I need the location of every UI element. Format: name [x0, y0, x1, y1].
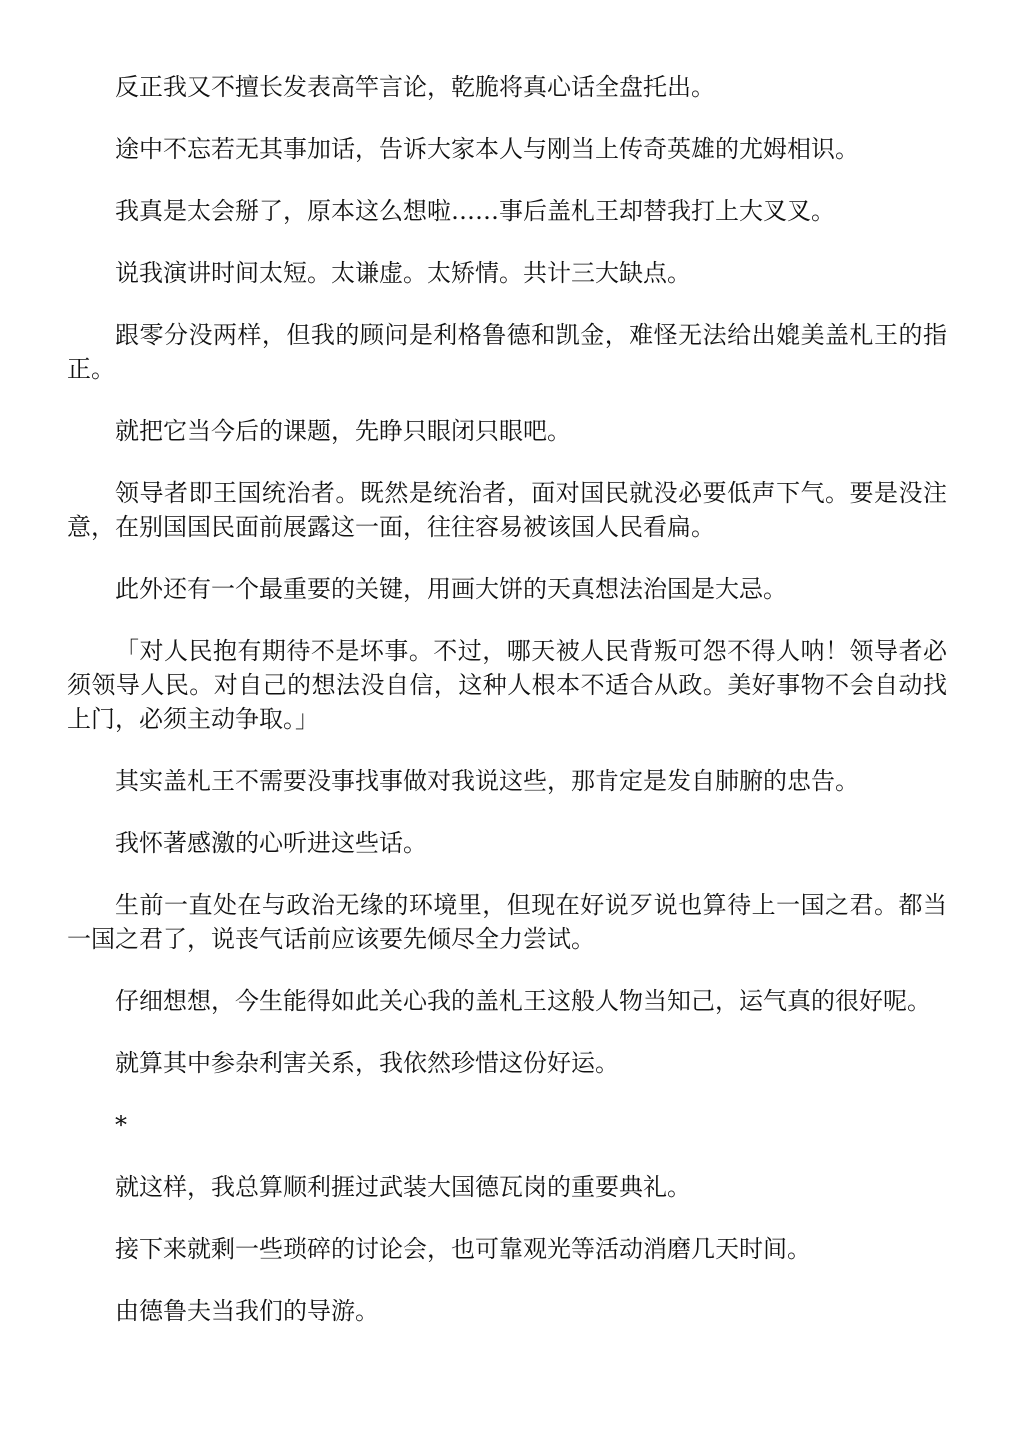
section-break: *: [115, 1111, 127, 1139]
paragraph: 生前一直处在与政治无缘的环境里，但现在好说歹说也算待上一国之君。都当一国之君了，说丧气话前应该要先倾尽全力尝试。: [67, 891, 947, 953]
paragraph: 此外还有一个最重要的关键，用画大饼的天真想法治国是大忌。: [115, 575, 787, 603]
document-page: [67, 70, 947, 1356]
quoted-paragraph: 「对人民抱有期待不是坏事。不过，哪天被人民背叛可怨不得人呐！领导者必须领导人民。对自己的想法没自信，这种人根本不适合从政。美好事物不会自动找上门，必须主动争取。」: [67, 637, 947, 733]
paragraph: 仔细想想，今生能得如此关心我的盖札王这般人物当知己，运气真的很好呢。: [115, 987, 931, 1015]
paragraph: 跟零分没两样，但我的顾问是利格鲁德和凯金，难怪无法给出媲美盖札王的指正。: [67, 321, 947, 383]
paragraph: 途中不忘若无其事加话，告诉大家本人与刚当上传奇英雄的尤姆相识。: [115, 135, 859, 163]
paragraph: 我真是太会掰了，原本这么想啦……事后盖札王却替我打上大叉叉。: [115, 197, 835, 225]
paragraph: 就算其中参杂利害关系，我依然珍惜这份好运。: [115, 1049, 619, 1077]
paragraph: 其实盖札王不需要没事找事做对我说这些，那肯定是发自肺腑的忠告。: [115, 767, 859, 795]
paragraph: 就把它当今后的课题，先睁只眼闭只眼吧。: [115, 417, 571, 445]
paragraph: 反正我又不擅长发表高竿言论，乾脆将真心话全盘托出。: [115, 73, 715, 101]
paragraph: 我怀著感激的心听进这些话。: [115, 829, 427, 857]
paragraph: 由德鲁夫当我们的导游。: [115, 1297, 379, 1325]
paragraph: 接下来就剩一些琐碎的讨论会，也可靠观光等活动消磨几天时间。: [115, 1235, 811, 1263]
paragraph: 说我演讲时间太短。太谦虚。太矫情。共计三大缺点。: [115, 259, 691, 287]
paragraph: 领导者即王国统治者。既然是统治者，面对国民就没必要低声下气。要是没注意，在别国国民面前展露这一面，往往容易被该国人民看扁。: [67, 479, 947, 541]
paragraph: 就这样，我总算顺利捱过武装大国德瓦岗的重要典礼。: [115, 1173, 691, 1201]
